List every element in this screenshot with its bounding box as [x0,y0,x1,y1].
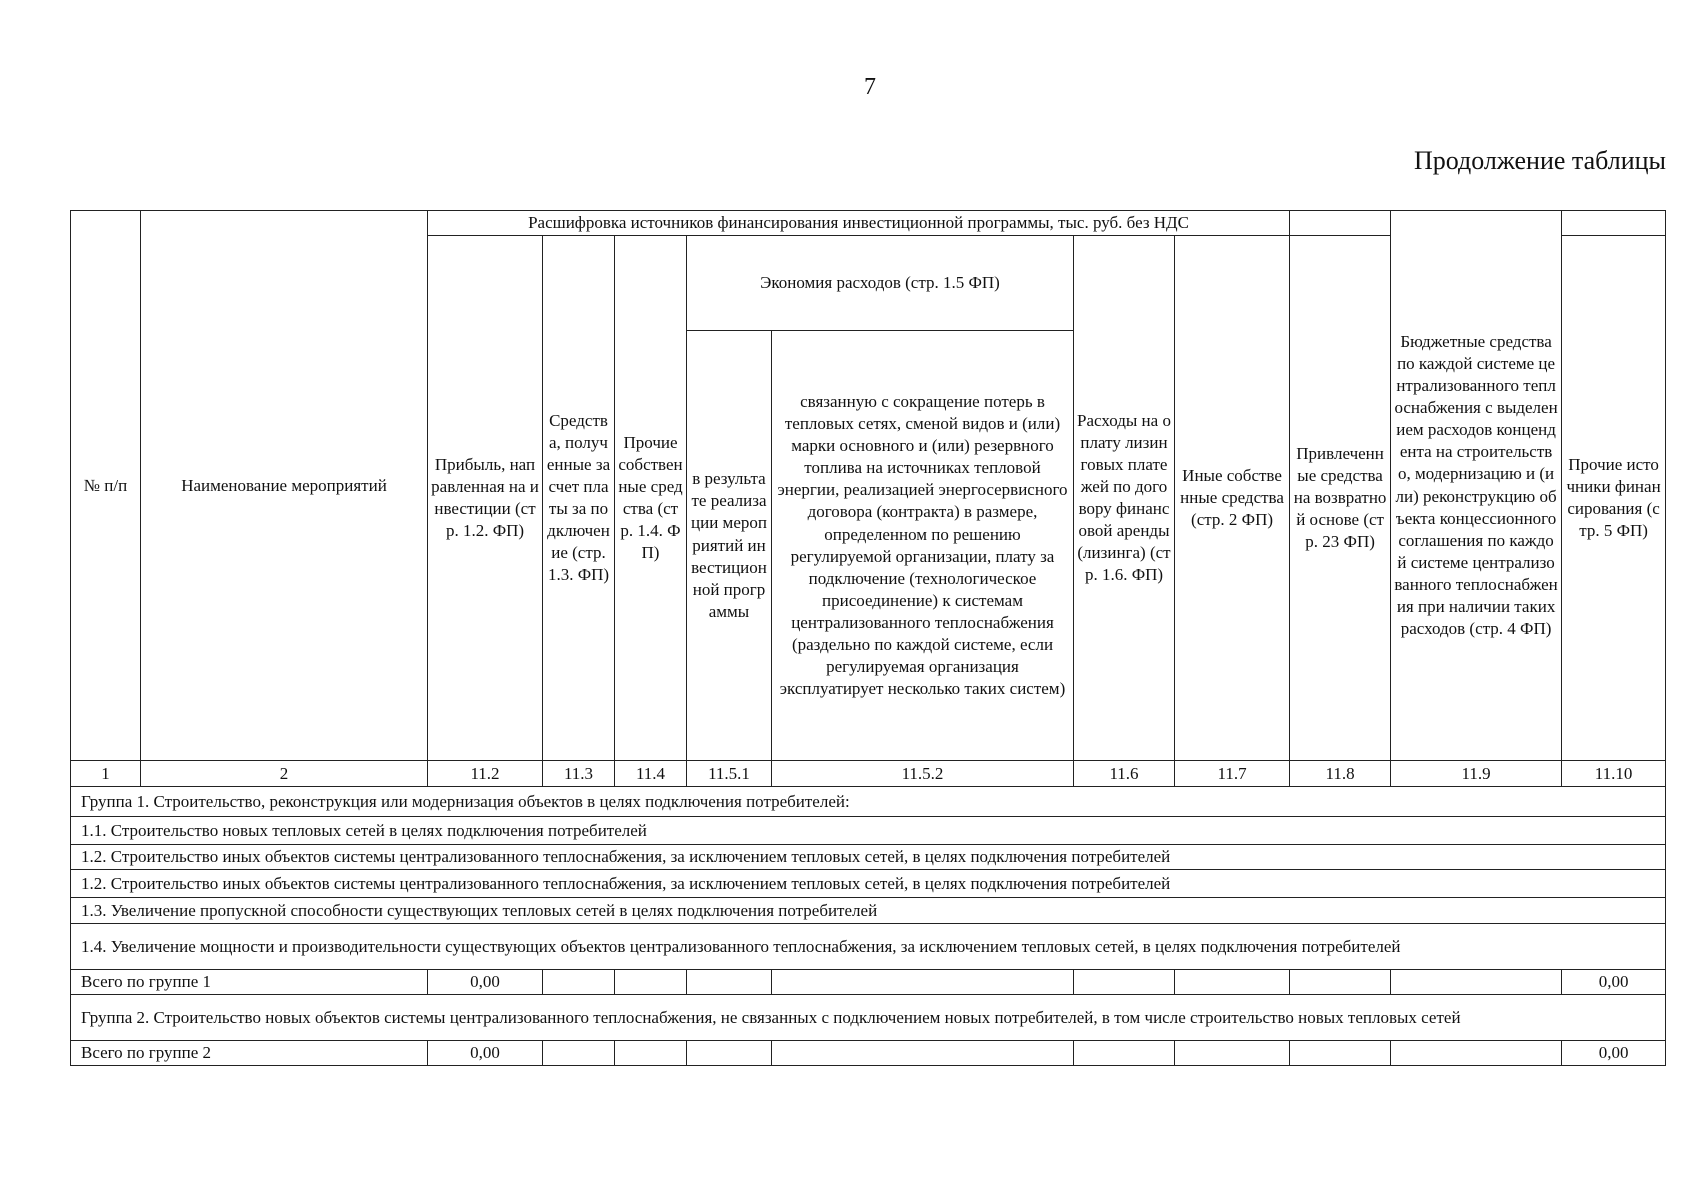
total-group-2-11-10: 0,00 [1562,1041,1666,1066]
colnum-11-6: 11.6 [1074,761,1175,787]
header-11-5-2: связанную с сокращение потерь в тепловых сетях, сменой видов и (или) марки основного и (или) резервного топлива на источниках тепловой энергии, реализацией энергосервисного договора (контракта) в размере, определенном по решению регулируемой организации, плату за подключение (технологическое присоединение) к системам централизованного теплоснабжения (раздельно по каждой системе, если регулируемая организация эксплуатирует несколько таких систем) [772,331,1074,761]
colnum-11-4: 11.4 [615,761,687,787]
group-2-title: Группа 2. Строительство новых объектов системы централизованного теплоснабжения, не связанных с подключением новых потребителей, в том числе строительство новых тепловых сетей [71,995,1666,1041]
header-num: № п/п [71,211,141,761]
colnum-11-2: 11.2 [428,761,543,787]
total-group-1-11-5-1 [687,970,772,995]
subgroup-1-4-title: 1.4. Увеличение мощности и производительности существующих объектов централизованного теплоснабжения, за исключением тепловых сетей, в целях подключения потребителей [71,924,1666,970]
colnum-11-5-1: 11.5.1 [687,761,772,787]
column-numbers-row [71,761,1666,787]
colnum-1: 1 [71,761,141,787]
total-group-2-11-6 [1074,1041,1175,1066]
subgroup-1-3-row [71,898,1666,924]
colnum-11-8: 11.8 [1290,761,1391,787]
subgroup-1-4-row [71,924,1666,970]
financing-table [70,210,1666,1066]
header-blank-11-10 [1562,211,1666,236]
header-11-9: Бюджетные средства по каждой системе централизованного теплоснабжения с выделением расходов концендента на строительство, модернизацию и (или) реконструкцию объекта концессионного соглашения по каждой системе централизованного теплоснабжения при наличии таких расходов (стр. 4 ФП) [1391,211,1562,761]
total-group-1-11-3 [543,970,615,995]
total-group-2-11-3 [543,1041,615,1066]
header-11-2: Прибыль, направленная на инвестиции (стр. 1.2. ФП) [428,236,543,761]
header-blank-11-8 [1290,211,1391,236]
subgroup-1-2a-title: 1.2. Строительство иных объектов системы централизованного теплоснабжения, за исключением тепловых сетей, в целях подключения потребителей [71,845,1666,870]
total-group-2-11-4 [615,1041,687,1066]
header-name: Наименование мероприятий [141,211,428,761]
total-group-1-11-8 [1290,970,1391,995]
total-group-2-11-7 [1175,1041,1290,1066]
total-group-1-11-2: 0,00 [428,970,543,995]
header-11-10: Прочие источники финансирования (стр. 5 ФП) [1562,236,1666,761]
subgroup-1-3-title: 1.3. Увеличение пропускной способности существующих тепловых сетей в целях подключения потребителей [71,898,1666,924]
group-2-row [71,995,1666,1041]
total-group-2-11-5-1 [687,1041,772,1066]
total-group-1-11-10: 0,00 [1562,970,1666,995]
subgroup-1-2b-row [71,870,1666,898]
total-group-2-11-8 [1290,1041,1391,1066]
header-11-5-1: в результате реализации мероприятий инвестиционной программы [687,331,772,761]
subgroup-1-2a-row [71,845,1666,870]
total-group-1-row [71,970,1666,995]
colnum-11-3: 11.3 [543,761,615,787]
total-group-2-11-9 [1391,1041,1562,1066]
subgroup-1-1-title: 1.1. Строительство новых тепловых сетей в целях подключения потребителей [71,817,1666,845]
header-11-6: Расходы на оплату лизинговых платежей по договору финансовой аренды (лизинга) (стр. 1.6. ФП) [1074,236,1175,761]
subgroup-1-1-row [71,817,1666,845]
header-economy: Экономия расходов (стр. 1.5 ФП) [687,236,1074,331]
total-group-1-11-6 [1074,970,1175,995]
colnum-11-10: 11.10 [1562,761,1666,787]
header-11-3: Средства, полученные за счет платы за подключение (стр. 1.3. ФП) [543,236,615,761]
header-title-row [71,211,1666,236]
total-group-1-11-7 [1175,970,1290,995]
colnum-2: 2 [141,761,428,787]
header-title: Расшифровка источников финансирования инвестиционной программы, тыс. руб. без НДС [428,211,1290,236]
colnum-11-9: 11.9 [1391,761,1562,787]
group-1-row [71,787,1666,817]
total-group-2-row [71,1041,1666,1066]
header-11-8: Привлеченные средства на возвратной основе (стр. 23 ФП) [1290,236,1391,761]
continuation-label: Продолжение таблицы [1414,146,1666,175]
subgroup-1-2b-title: 1.2. Строительство иных объектов системы централизованного теплоснабжения, за исключением тепловых сетей, в целях подключения потребителей [71,870,1666,898]
header-11-7: Иные собственные средства (стр. 2 ФП) [1175,236,1290,761]
total-group-2-11-2: 0,00 [428,1041,543,1066]
group-1-title: Группа 1. Строительство, реконструкция или модернизация объектов в целях подключения потребителей: [71,787,1666,817]
total-group-1-11-4 [615,970,687,995]
header-11-4: Прочие собственные средства (стр. 1.4. ФП) [615,236,687,761]
total-group-2-label: Всего по группе 2 [71,1041,428,1066]
colnum-11-5-2: 11.5.2 [772,761,1074,787]
page-number: 7 [864,74,876,100]
total-group-1-11-5-2 [772,970,1074,995]
total-group-1-label: Всего по группе 1 [71,970,428,995]
colnum-11-7: 11.7 [1175,761,1290,787]
total-group-1-11-9 [1391,970,1562,995]
total-group-2-11-5-2 [772,1041,1074,1066]
